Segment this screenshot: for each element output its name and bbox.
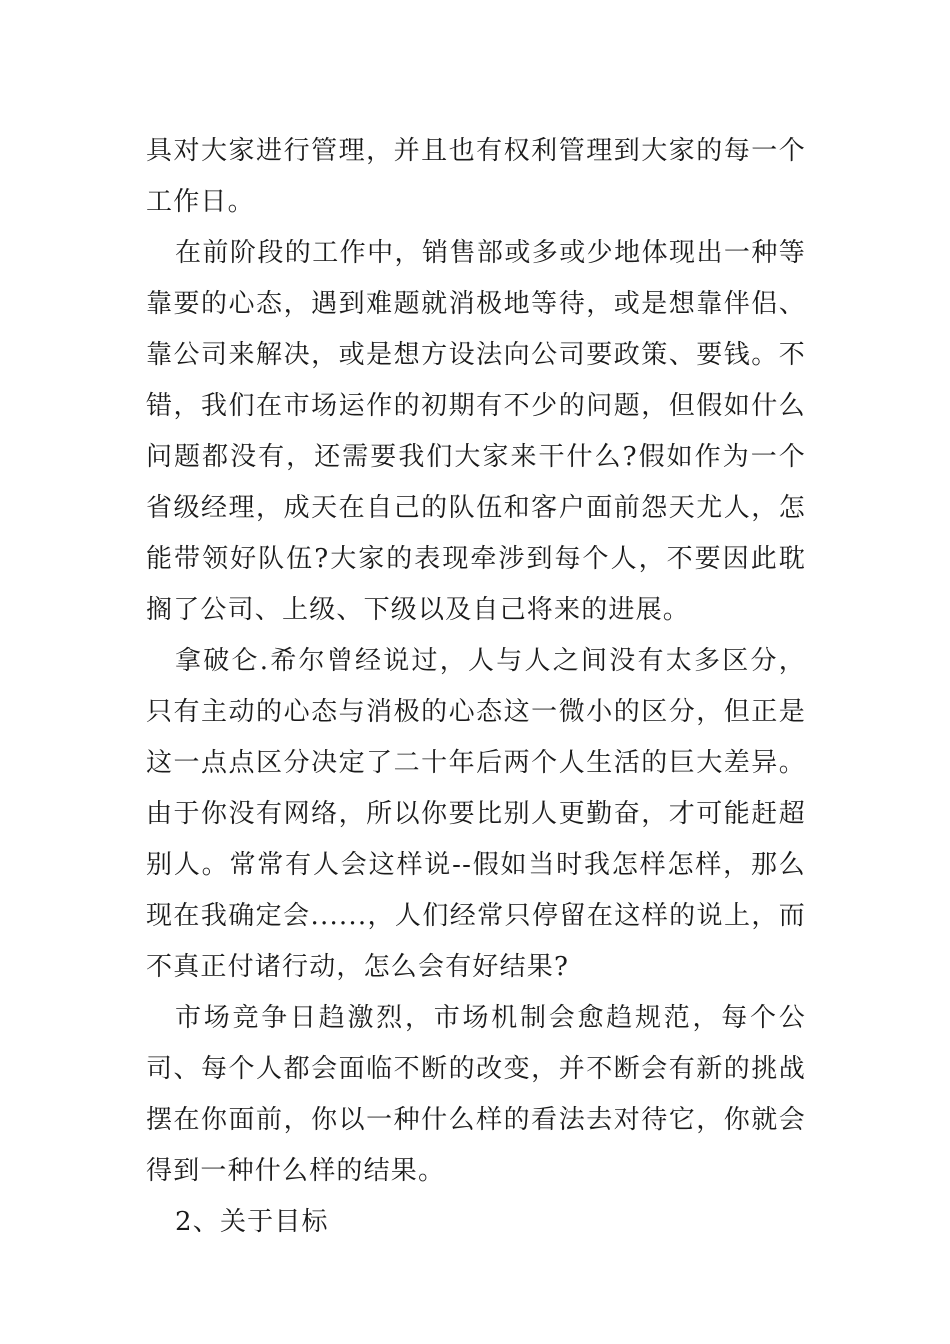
paragraph-competition: 市场竞争日趋激烈，市场机制会愈趋规范，每个公司、每个人都会面临不断的改变，并不断会有新的挑战摆在你面前，你以一种什么样的看法去对待它，你就会得到一种什么样的结果。 bbox=[146, 1003, 806, 1186]
paragraph-napoleon-hill: 拿破仑.希尔曾经说过，人与人之间没有太多区分，只有主动的心态与消极的心态这一微小的区分，但正是这一点点区分决定了二十年后两个人生活的巨大差异。由于你没有网络，所以你要比别人更勤奋，才可能赶超别人。常常有人会这样说--假如当时我怎样怎样，那么现在我确定会......，人们经常只停留在这样的说上，而不真正付诸行动，怎么会有好结果? bbox=[146, 646, 806, 982]
paragraph-attitude: 在前阶段的工作中，销售部或多或少地体现出一种等靠要的心态，遇到难题就消极地等待，或是想靠伴侣、靠公司来解决，或是想方设法向公司要政策、要钱。不错，我们在市场运作的初期有不少的问题，但假如什么问题都没有，还需要我们大家来干什么?假如作为一个省级经理，成天在自己的队伍和客户面前怨天尤人，怎能带领好队伍?大家的表现牵涉到每个人，不要因此耽搁了公司、上级、下级以及自己将来的进展。 bbox=[146, 238, 806, 625]
document-body bbox=[146, 126, 806, 1248]
section-heading-goals: 2、关于目标 bbox=[175, 1207, 329, 1237]
paragraph-continuation: 具对大家进行管理，并且也有权利管理到大家的每一个工作日。 bbox=[146, 136, 806, 217]
